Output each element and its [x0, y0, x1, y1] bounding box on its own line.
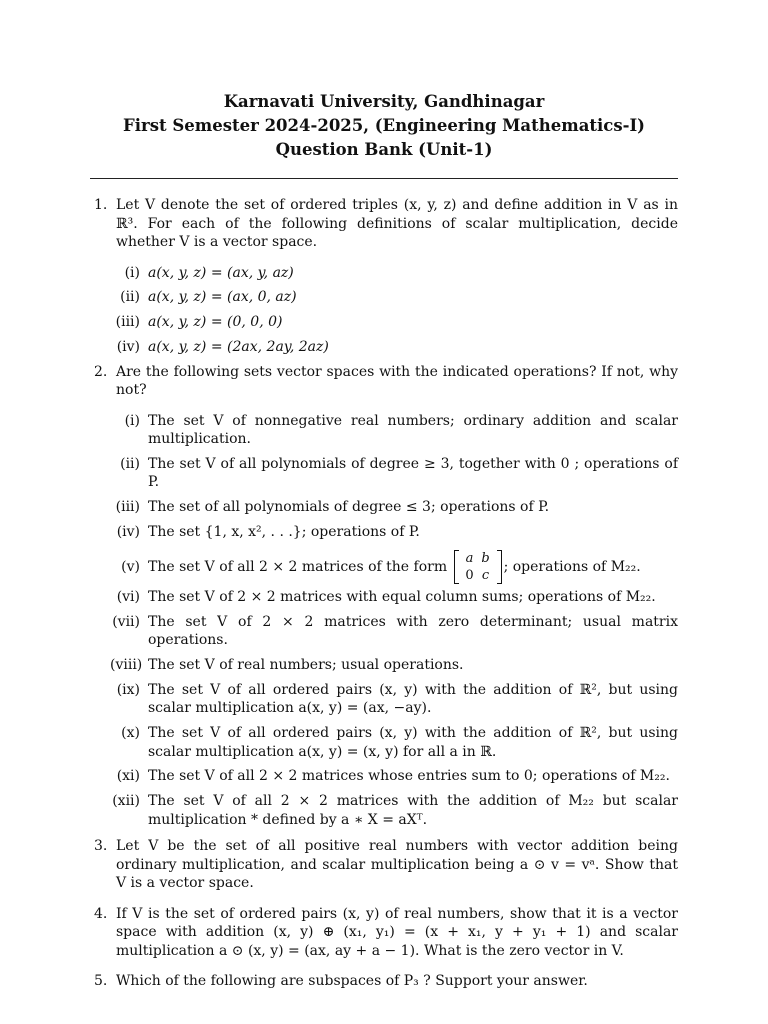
question-1 — [90, 196, 678, 356]
list-item — [116, 767, 678, 786]
question-number: 2. — [94, 363, 108, 380]
part-label: (ii) — [120, 455, 140, 472]
part-text: a(x, y, z) = (0, 0, 0) — [148, 314, 283, 331]
part-label: (vi) — [116, 588, 140, 605]
list-item — [116, 338, 678, 357]
question-text: If V is the set of ordered pairs (x, y) of real numbers, show that it is a vector space with addition (x, y) ⊕ (x₁, y₁) = (x + x₁, y + y₁ + 1) and scalar multiplication a ⊙ (x, y) = (ax, ay + a − 1). What is the zero vector in V. — [116, 905, 678, 959]
list-item — [116, 523, 678, 542]
part-label: (ii) — [120, 289, 140, 306]
list-item — [116, 313, 678, 332]
part-text-before: The set V of all 2 × 2 matrices of the form — [148, 558, 448, 575]
list-item — [116, 724, 678, 761]
part-text: The set V of all 2 × 2 matrices whose entries sum to 0; operations of M₂₂. — [148, 768, 670, 785]
list-item — [112, 613, 678, 650]
question-text: Let V denote the set of ordered triples (x, y, z) and define addition in V as in ℝ³. For each of the following definitions of scalar multiplication, decide whether V is a vector space. — [116, 197, 678, 250]
part-text: The set V of all 2 × 2 matrices with the addition of M₂₂ but scalar multiplication * defined by a ∗ X = aXᵀ. — [148, 793, 678, 828]
question-text: Are the following sets vector spaces with the indicated operations? If not, why not? — [116, 363, 678, 399]
part-text: The set V of all ordered pairs (x, y) with the addition of ℝ², but using scalar multiplication a(x, y) = (ax, −ay). — [148, 681, 678, 717]
part-text-after: ; operations of M₂₂. — [503, 558, 641, 575]
part-label: (x) — [121, 725, 140, 742]
question-text: Let V be the set of all positive real numbers with vector addition being ordinary multiplication, and scalar multiplication being a ⊙ v = vᵃ. Show that V is a vector space. — [116, 838, 678, 892]
matrix-2x2 — [454, 550, 502, 584]
university-title: Karnavati University, Gandhinagar — [223, 92, 545, 111]
question-number: 4. — [94, 905, 108, 922]
part-text: The set V of 2 × 2 matrices with equal column sums; operations of M₂₂. — [148, 588, 656, 605]
list-item — [116, 498, 678, 517]
question-3 — [90, 837, 678, 893]
part-text: a(x, y, z) = (2ax, 2ay, 2az) — [148, 338, 329, 355]
part-text: a(x, y, z) = (ax, 0, az) — [148, 289, 297, 306]
list-item — [116, 588, 678, 607]
part-label: (i) — [124, 264, 140, 281]
part-text: The set V of 2 × 2 matrices with zero determinant; usual matrix operations. — [148, 613, 678, 649]
list-item — [116, 264, 678, 283]
list-item — [112, 792, 678, 829]
list-item — [116, 412, 678, 449]
question-number: 1. — [94, 197, 108, 213]
matrix-entry: 0 — [465, 567, 474, 583]
matrix-entry: b — [481, 550, 490, 566]
part-text: a(x, y, z) = (ax, y, az) — [148, 264, 294, 281]
part-label: (iv) — [116, 338, 140, 355]
question-text: Which of the following are subspaces of P₃ ? Support your answer. — [116, 973, 588, 990]
part-label: (viii) — [110, 656, 143, 673]
part-text: The set V of all ordered pairs (x, y) with the addition of ℝ², but using scalar multiplication a(x, y) = (x, y) for all a in ℝ. — [148, 725, 678, 760]
part-text: The set V of real numbers; usual operations. — [148, 656, 464, 673]
matrix-entry: a — [465, 550, 474, 566]
question-number: 3. — [94, 838, 108, 855]
document-header — [0, 90, 768, 162]
part-label: (vii) — [112, 613, 140, 630]
question-2-parts — [110, 412, 678, 829]
part-label: (xii) — [112, 793, 140, 810]
question-list — [90, 196, 678, 991]
list-item — [116, 288, 678, 307]
list-item — [110, 656, 678, 675]
question-4 — [90, 905, 678, 961]
part-label: (i) — [124, 412, 140, 429]
semester-title: First Semester 2024-2025, (Engineering Mathematics-I) — [123, 116, 645, 135]
part-text: The set {1, x, x², . . .}; operations of P. — [148, 524, 420, 541]
list-item — [116, 455, 678, 492]
matrix-row — [462, 550, 494, 567]
part-label: (iv) — [116, 524, 140, 541]
part-label: (v) — [121, 558, 140, 575]
part-text: The set V of nonnegative real numbers; ordinary addition and scalar multiplication. — [148, 412, 678, 448]
part-label: (ix) — [116, 681, 140, 698]
part-text: The set of all polynomials of degree ≤ 3; operations of P. — [148, 499, 550, 516]
question-5 — [90, 972, 678, 991]
list-item — [116, 548, 678, 586]
header-divider — [90, 178, 678, 179]
question-2 — [90, 363, 678, 829]
list-item — [116, 681, 678, 718]
question-bank-title: Question Bank (Unit-1) — [275, 140, 493, 159]
part-label: (xi) — [116, 768, 140, 785]
part-label: (iii) — [115, 499, 140, 516]
question-1-parts — [116, 264, 678, 357]
question-number: 5. — [94, 973, 108, 990]
part-text: The set V of all polynomials of degree ≥ 3, together with 0 ; operations of P. — [148, 455, 678, 491]
matrix-entry: c — [481, 567, 490, 583]
matrix-row — [462, 567, 494, 584]
part-label: (iii) — [115, 314, 140, 331]
